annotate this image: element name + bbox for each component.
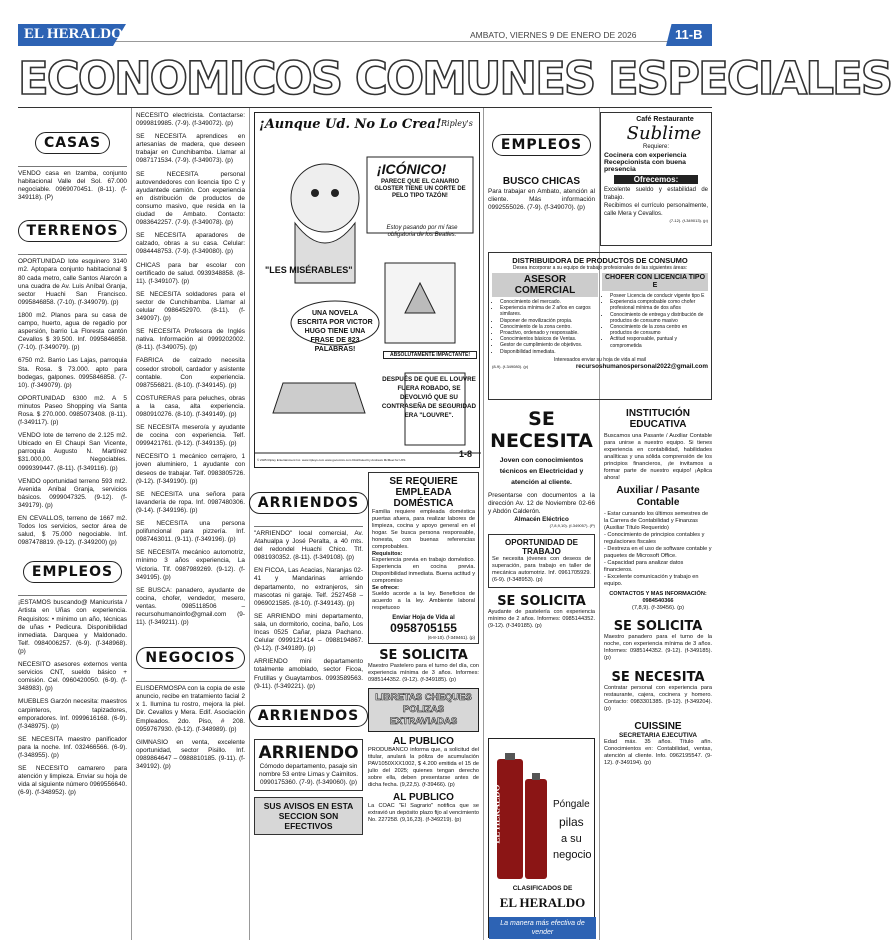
classified-ad: VENDO casa en Izamba, conjunto habitacional Valle del Sol. 67.000 negociable. 0969070451. (8-11). (f-349118). (P) (18, 170, 127, 202)
classified-ad: ARRIENDO mini departamento totalmente amoblado, sector Ficoa, Frutillas y Guaytambos. 0993589563. (9-11). (f-349221). (p) (254, 658, 363, 690)
classified-ad: 1800 m2. Planos para su casa de campo, huerto, agua de regadío por aspersión, barrio La Floresta cantón Cevallos $ 39.500. Inf. 0995846858. (7-10). (f-349079). (p) (18, 311, 127, 352)
classified-ad: GIMNASIO en venta, excelente oportunidad, sector Pisillo. Inf. 0989864647 – 0988810185. (9-11). (f-349192). (p) (136, 738, 245, 770)
classified-ad: SE NECESITA personal autovendedores con licencia tipo C y ayudantede camión. Con experiencia en distribución de productos de consumo masivo, que resida en la ciudad de Ambato. Contacto: 0983642257. (7-9). (f-349078). (p) (136, 170, 245, 227)
promo-footer: La manera más efectiva de vender (500, 920, 585, 936)
publico2-text: La COAC "El Sagrario" notifica que se extravió un depósito plazo fijo al vencimiento No. 227258. (9,16,23). (f-349219). (p) (368, 803, 480, 823)
distribuidora-email: recursoshumanospersonal2022@gmail.com (575, 362, 708, 370)
column-rule (131, 108, 132, 940)
ofrece-label: Se ofrece: (372, 585, 400, 591)
cartoon-bubble-body: PARECE QUE EL CANARIO GLOSTER TIENE UN CORTE DE PELO TIPO TAZÓN! (374, 179, 466, 199)
classified-ad: NECESITO asesores externos venta servicios CNT, sueldo básico + comisión. Cel. 0960420050. (6-9). (f-348983). (p) (18, 661, 127, 693)
enviar-label: Enviar Hoja de Vida al (392, 615, 455, 621)
classified-ad: SE BUSCA: panadero, ayudante de cocina, chofer, vendedor, mesero, ventas. 0985118506 – recursohumanoinfo@gmail.com (9-11). (f-349211). (p) (136, 586, 245, 627)
classified-ad: VENDO oportunidad terreno 593 mt2. Avenida Aníbal Granja, servicios básicos. 0999047325. (9-12). (f-349179). (p) (18, 477, 127, 509)
title-rule (18, 107, 712, 108)
list-item: - Conocimiento de principios contables y regulaciones fiscales (604, 532, 705, 545)
requiere-box (368, 472, 479, 644)
aux-list (604, 511, 712, 588)
classified-ad: SE NECESITA soldadores para el sector de Cunchibamba. Llamar al celular 0986452970. (8-11). (f-349097). (p) (136, 290, 245, 323)
libretas-text: LIBRETAS CHEQUES POLIZAS EXTRAVIADAS (375, 692, 472, 727)
requiere-title: SE REQUIERE EMPLEADA DOMÉSTICA (389, 476, 458, 509)
distribuidora-send: Interesados enviar su hoja de vida al mail (554, 356, 646, 363)
cafe-name: Café Restaurante (636, 116, 694, 123)
cartoon-signature: Ripley's (441, 119, 473, 128)
list-item: • Conocimiento de entrega y distribución de productos de consumo masivo (610, 312, 708, 324)
heraldo-promo (488, 738, 595, 938)
promo-line3: a su (561, 833, 582, 845)
classified-ad: SE NECESITA una señora para lavandería de ropa. Inf. 0987480306. (9-14). (f-349196). (p) (136, 490, 245, 514)
publico1-text: PRODUBANCO informa que, a solicitud del titular, anulará la póliza de acumulación PAV1050XXX1002, $ 4.200 emitida el 15 de julio del 2025; quienes tengan derecho sobre ella, deben presentarse antes de dicha fecha. (9,22,5). (f-39466). (p) (368, 747, 479, 788)
page-number: 11-B (675, 27, 703, 42)
libretas-banner (368, 688, 479, 732)
promo-line1: Póngale (553, 799, 590, 810)
list-item: - Capacidad para analizar datos financieros. (604, 560, 684, 573)
cafe-brand: Sublime (626, 123, 702, 144)
column-rule (483, 108, 484, 940)
arriendo-box-text: Cómodo departamento, pasaje sin nombre 53 entre Limas y Caimitos. 0990175360. (7-9). (f-349060). (p) (258, 762, 359, 786)
distribuidora-ad (488, 252, 712, 400)
cafe-item: Cocinera con experiencia (604, 152, 687, 159)
list-item: • Actitud responsable, puntual y comprometida (610, 336, 708, 348)
list-item: • Gestor de cumplimiento de objetivos. (500, 342, 598, 348)
section-title: ECONOMICOS COMUNES ESPECIALES (18, 52, 891, 105)
cartoon-number: 1-8 (459, 449, 473, 459)
se-necesita-place: Almacén Eléctrico (514, 516, 569, 524)
column-1 (18, 112, 127, 942)
cafe-recibimos: Recibimos el currículo personalmente, calle Mera y Cevallos. (604, 203, 708, 218)
list-item: • Experiencia comprobable como chofer profesional mínima de dos años (610, 299, 708, 311)
busco-text: Para trabajar en Ambato, atención al cliente. Más información 0992555026. (7-9). (f-349070). (p) (488, 188, 595, 212)
requiere-phone: 0958705155 (390, 621, 457, 635)
list-item: • Conocimientos básicos de Ventas. (500, 336, 598, 342)
section-casas: CASAS (18, 126, 127, 160)
column-3 (254, 472, 363, 942)
requisitos-label: Requisitos: (372, 551, 403, 557)
cafe-ofrece-text: Excelente sueldo y estabilidad de trabajo. (604, 187, 708, 202)
requiere-text: Familia requiere empleada doméstica puertas afuera, para realizar labores de limpieza, cocina y apoyo general en el hogar. Se busca persona responsable, honesta, con buenas referencias comprobables. (372, 509, 475, 550)
solicita6-title: SE SOLICITA (613, 619, 703, 634)
classified-ad: SE ARRIENDO mini departamento, sala, un dormitorio, cocina, baño, Los Incas 0525 Cañar, plaza Pachano. Celular 0999121414 – 0988194867. (9-12). (f-349189). (p) (254, 612, 363, 653)
cartoon-left-title: "LES MISÉRABLES" (265, 265, 353, 275)
arriendo-box-title: ARRIENDO (258, 742, 359, 763)
se-necesita-title: SE NECESITA (490, 408, 593, 452)
cartoon-bubble-title: ¡ICÓNICO! (377, 161, 447, 177)
column-6 (604, 404, 712, 942)
avisos-banner (254, 797, 363, 835)
classified-ad: MUEBLES Garzón necesita: maestros carpinteros, tapizadores, emporadores. Inf. 0999616168. (6-9). (f-348975). (p) (18, 698, 127, 730)
asesor-list (492, 299, 598, 355)
distribuidora-columns (492, 273, 708, 355)
asesor-column (492, 273, 598, 355)
oportunidad-box (488, 534, 595, 588)
distribuidora-sub: Desea incorporar a su equipo de trabajo profesionales de las siguientes áreas: (512, 265, 688, 271)
classified-ad: NECESITO electricista. Contactarse: 0999819985. (7-9). (f-349072). (p) (136, 112, 245, 128)
list-item: • Poseer Licencia de conducir vigente tipo E (610, 293, 708, 299)
list-item: - Excelente comunicación y trabajo en equipo. (604, 574, 699, 587)
chofer-title: CHOFER CON LICENCIA TIPO E (602, 273, 708, 291)
section-arriendos: ARRIENDOS (254, 486, 363, 520)
cuissine-text: Edad máx. 35 años. Título afín. Conocimientos en: Contabilidad, ventas, atención al cliente. Info. 0962195547. (9-12). (f-349194). (p) (604, 739, 712, 766)
classified-ad: EN CEVALLOS, terreno de 1667 m2. Todos los servicios, sector área de salud, $ 75.000 negociable. Inf. 0987478819. (9-12). (f-349200) (p) (18, 515, 127, 547)
cartoon-left-body: UNA NOVELA ESCRITA POR VICTOR HUGO TIENE UNA FRASE DE 823 PALABRAS! (297, 310, 373, 353)
column-4 (368, 472, 479, 942)
classified-ad: NECESITO 1 mecánico cerrajero, 1 joven aluminiero, 1 ayudante con deseos de trabajar. Telf. 0983805726. (9-12). (f-349190). (p) (136, 453, 245, 485)
classified-ad: CHICAS para bar escolar con certificado de salud. 0939348858. (8-11). (f-349107). (p) (136, 261, 245, 285)
cartoon-footer: © 2025 Ripley Entertainment Inc. www.ripleys.com www.gocomics.com Distributed by Andrews McMeel for UFS (257, 458, 406, 462)
list-item: • Experiencia mínima de 2 años en cargos similares. (500, 305, 598, 317)
oportunidad-text: Se necesita jóvenes con deseos de superación, para trabajo en taller de mecánica automotriz. Inf. 0961705929. (6-9). (f-348953). (p) (492, 556, 591, 584)
cuissine-title: CUISSINE (634, 721, 682, 732)
classified-ad: SE NECESITA Profesora de Inglés nativa. Información al 0999202002. (8-11). (f-349075). (p) (136, 328, 245, 352)
list-item: - Estar cursando los últimos semestres de la Carrera de Contabilidad y Finanzas (Auxiliar Título Requerido) (604, 511, 709, 531)
solicita6-text: Maestro panadero para el turno de la noche, con experiencia mínima de 3 años. Informes: 0985144352. (9-12). (f-349185). (p) (604, 634, 712, 661)
cartoon-right-body: DESPUÉS DE QUE EL LOUVRE FUERA ROBADO, SE DEVOLVIÓ QUE SU CONTRASEÑA DE SEGURIDAD ERA "LOUVRE". (381, 376, 477, 419)
necesita6-title: SE NECESITA (611, 670, 705, 685)
distribuidora-ref: (8-9). (f-349080). (p) (492, 363, 529, 369)
dateline: AMBATO, VIERNES 9 DE ENERO DE 2026 (470, 30, 637, 40)
classified-ad: OPORTUNIDAD lote esquinero 3140 m2. Aptopara conjunto habitacional $ 80 cada metro, calle Santos Alarcón a una cuadra de Av. Luis Aníbal Granja, sector Huachi San Francisco. 0995846858. (7-10). (f-349079). (p) (18, 258, 127, 306)
se-necesita-sub: Joven con conocimientos técnicos en Electricidad y atención al cliente. (499, 457, 584, 486)
brand-name: EL HERALDO (24, 26, 123, 42)
asesor-title: ASESOR COMERCIAL (492, 273, 598, 297)
distribuidora-footer (492, 363, 708, 370)
promo-brand2: EL HERALDO (499, 895, 586, 910)
se-necesita-text: Presentarse con documentos a la dirección Av. 12 de Noviembre 02-66 y Abdón Calderón. (488, 492, 595, 516)
column-2 (136, 112, 245, 942)
promo-line4: negocio (553, 849, 592, 861)
inst-title: INSTITUCIÓN EDUCATIVA (626, 408, 690, 430)
cafe-sublime-ad (600, 112, 712, 246)
classified-ad: SE NECESITA mesero/a y ayudante de cocina con experiencia. Telf. 0999421761. (9-12). (f-349135). (p) (136, 424, 245, 448)
classified-ad: OPORTUNIDAD 6300 m2. A 5 minutos Paseo Shopping vía Santa Rosa. $ 270.000. 0985073408. (8-11). (f-349117). (p) (18, 394, 127, 427)
necesita6-text: Contratar personal con experiencia para restaurante, cajera, cocinera y homero. Contacto: 0983301385. (9-12). (f-349204). (p) (604, 685, 712, 712)
list-item: • Conocimiento de la zona centro. (500, 324, 598, 330)
distribuidora-title: DISTRIBUIDORA DE PRODUCTOS DE CONSUMO (512, 256, 688, 265)
cartoon-bird-bubble: Estoy pasando por mi fase obligatoria de los Beatles. (386, 225, 458, 238)
ofrece-text: Sueldo acorde a la ley. Beneficios de acuerdo a la ley. Ambiente laboral respetuoso (372, 591, 475, 611)
cafe-ref: (7-12). (f-349013). (p) (669, 218, 708, 224)
se-necesita-ref: (7,8,9,10). (f-349057). (P) (549, 523, 595, 529)
list-item: - Destreza en el uso de software contable y paquetes de Microsoft Office. (604, 546, 712, 559)
section-terrenos: TERRENOS (18, 214, 127, 248)
classified-ad: SE NECESITO camarero para atención y limpieza. Enviar su hoja de vida al siguiente número 0969556640. (6-9). (f-348952). (p) (18, 765, 127, 797)
cuissine-sub: SECRETARIA EJECUTIVA (619, 732, 697, 739)
list-item: • Proactivo, ordenado y responsable. (500, 330, 598, 336)
section-empleos: EMPLEOS (18, 555, 127, 589)
section-arriendos: ARRIENDOS (254, 699, 363, 733)
classified-ad: ¡ESTAMOS buscando@ Manicurista / Artista en Uñas con experiencia. Requisitos: • mínimo un año, técnicas de uñas • Pedicura. Disponibilidad inmediata. Darquea y Maldonado. Telf. 0984006257. (6-9). (f-348968). (p) (18, 599, 127, 655)
cartoon-right-title: ABSOLUTAMENTE IMPACTANTE! (383, 351, 477, 359)
cafe-item: Recepcionista con buena presencia (604, 159, 686, 173)
column-5-lower (488, 404, 595, 734)
publico1-title: AL PUBLICO (393, 736, 454, 747)
classified-ad: VENDO lote de terreno de 2.125 m2. Ubicado en El Chaupi San Vicente, parroquia Augusto N. Martínez $31.000,00. Negociables. 0999399447. (8-11). (f-349116). (p) (18, 432, 127, 472)
solicita-text: Maestro Pastelero para el turno del día, con experiencia mínima de 3 años. Informes: 0985144352. (9-12). (f-349185). (p) (368, 663, 479, 683)
classified-ad: COSTURERAS para peluches, obras a la casa, alta experiencia. 0980910276. (8-10). (f-349149). (p) (136, 394, 245, 418)
classified-ad: SE NECESITA maestro panificador para la noche. Inf. 032466566. (6-9). (f-348955). (p) (18, 735, 127, 759)
cafe-ofrecemos: Ofrecemos: (614, 175, 698, 184)
solicita5-title: SE SOLICITA (497, 594, 586, 610)
ripleys-cartoon (254, 112, 480, 468)
classified-ad: 6750 m2. Barrio Las Lajas, parroquia Sta. Rosa. $ 73.000. apto para bodegas, galpones. 0995846858. (7-10). (f-349079). (p) (18, 357, 127, 389)
section-negocios: NEGOCIOS (136, 641, 245, 675)
column-rule (249, 108, 250, 940)
promo-clasificados: CLASIFICADOS DE (512, 885, 573, 892)
classified-ad: ELISDERMOSPA con la copia de este anuncio, recibe en tratamiento facial 2 x 1. Ilumina tu rostro, mejora la piel. Dir. Cevallos y Mera. Edif. Asociación Empleados. 2do. Piso, # 208. 0959767930. (9-12). (f-348989). (p) (136, 685, 245, 733)
inst-ref: (7,8,9). (f-39456). (p) (632, 605, 684, 611)
solicita5-text: Ayudante de pastelería con experiencia mínimo de 2 años. Informes: 0985144352. (9-12). (f-349185). (p) (488, 609, 595, 630)
classified-ad: EN FICOA, Las Acacias, Naranjas 02-41 y Mandarinas arriendo departamento, no extranjeros, sin mascotas ni garaje. Telf. 2527458 – 0969021585. (8-10). (f-349143). (p) (254, 567, 363, 607)
list-item: • Conocimiento de la zona centro en productos de consumo (610, 324, 708, 336)
section-empleos: EMPLEOS (488, 128, 595, 162)
list-item: • Conocimiento del mercado. (500, 299, 598, 305)
arriendo-box (254, 739, 363, 791)
classified-ad: SE NECESITA mecánico automotriz, mínimo 3 años experiencia, La Victoria. Tlf. 0987989269. (9-12). (f-349195). (p) (136, 549, 245, 581)
classified-ad: SE NECESITA aprendices en artesanías de madera, que deseen trabajar en Cunchibamba. Llamar al 0987171534. (7-9). (f-349073). (p) (136, 133, 245, 165)
classified-ad: SE NECESITA aparadores de calzado, obras a su casa. Celular: 0984448753. (7-9). (f-349080). (p) (136, 232, 245, 256)
list-item: • Disponibilidad inmediata. (500, 349, 598, 355)
promo-brand: EL HERALDO (491, 784, 502, 844)
classified-ad: "ARRIENDO" local comercial, Av. Atahualpa y José Peralta, a 40 mts. del redondel Huachi Chico. Tlf. 0981930352. (8-11). (f-349108). (p) (254, 530, 363, 562)
avisos-text: SUS AVISOS EN ESTA SECCION SON EFECTIVOS (263, 800, 354, 831)
list-item: • Disponer de movilización propia. (500, 318, 598, 324)
classified-ad: FABRICA de calzado necesita cosedor stroboll, cardador y asistente contable. Con experiencia. 0987556821. (8-10). (f-349145). (p) (136, 357, 245, 389)
cartoon-header: ¡Aunque Ud. No Lo Crea! (259, 117, 442, 132)
promo-line2: pilas (559, 815, 584, 829)
oportunidad-title: OPORTUNIDAD DE TRABAJO (505, 538, 578, 557)
solicita-title: SE SOLICITA (379, 648, 468, 663)
chofer-column (602, 273, 708, 355)
publico2-title: AL PUBLICO (393, 792, 454, 803)
inst-contact: CONTACTOS Y MAS INFORMACIÓN: 0984540366 (609, 591, 707, 604)
cafe-requiere: Requiere: (642, 144, 669, 150)
requisitos-text: Experiencia previa en trabajo doméstico. Experiencia en cocina previa. Disponibilidad inmediata. Buena actitud y compromiso (372, 557, 475, 584)
classified-ad: SE NECESITA una persona polifuncional para pizzería. Inf. 0987463011. (9-11). (f-349196). (p) (136, 520, 245, 544)
busco-title: BUSCO CHICAS (502, 176, 581, 187)
aux-title: Auxiliar / Pasante Contable (616, 485, 700, 508)
requiere-ref: (6-8-10). (f-349461). (p) (427, 635, 475, 640)
chofer-list (602, 293, 708, 349)
inst-text: Buscamos una Pasante / Auxiliar Contable para unirse a nuestro equipo. Si tienes experiencia en contabilidad, habilidades analíticas y una sólida comprensión de los principios financieros, ¡te invitamos a formar parte de nuestro equipo! ¡Aplica ahora! (604, 433, 712, 481)
